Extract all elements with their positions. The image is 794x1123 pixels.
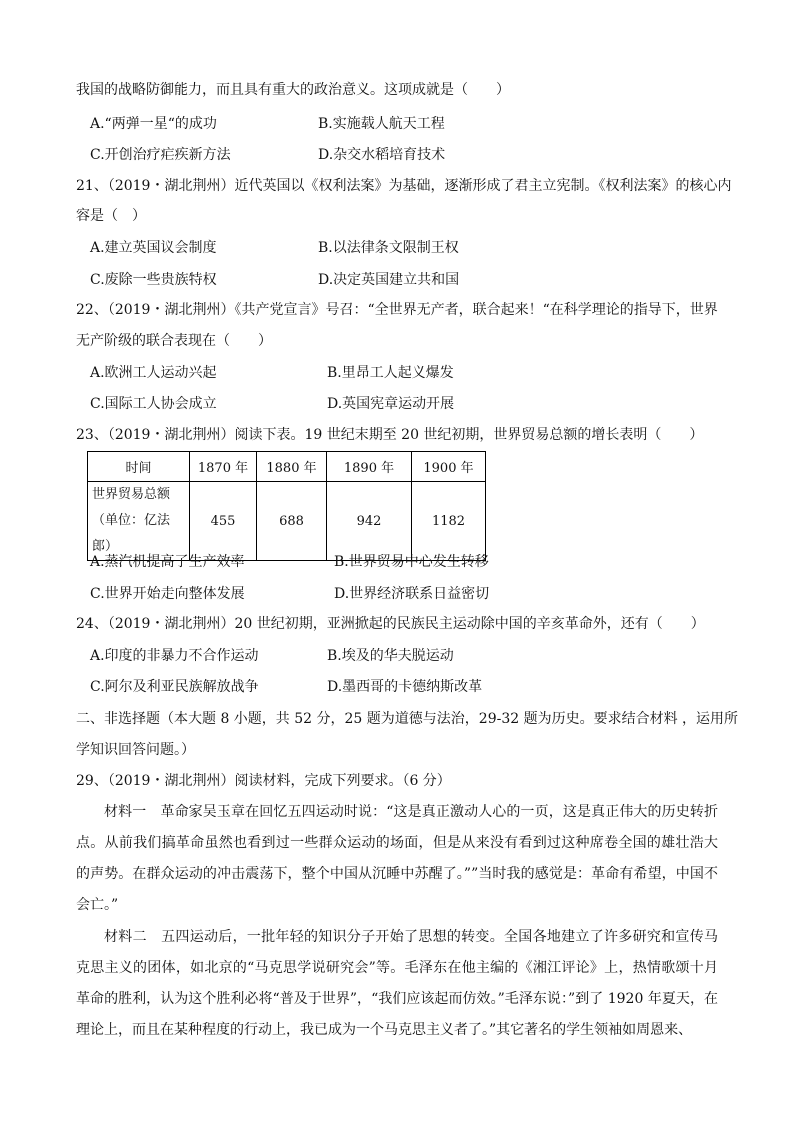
q20-option-c: C.开创治疗疟疾新方法: [90, 147, 231, 163]
q24-stem: 24、（2019・湖北荆州）20 世纪初期，亚洲掀起的民族民主运动除中国的辛亥革命外，还有（ ）: [76, 616, 705, 632]
table-row-label-line2: （单位：亿法郎）: [92, 513, 171, 554]
q21-stem-line1: 21、（2019・湖北荆州）近代英国以《权利法案》为基础，逐渐形成了君主立宪制。《权利法案》的核心内: [76, 178, 732, 194]
q29-material1: 材料一 革命家吴玉章在回忆五四运动时说：“这是真正激动人心的一页，这是真正伟大的历史转折点。从前我们搞革命虽然也看到过一些群众运动的场面，但是从来没有看到过这种席卷全国的雄壮浩大的声势。在群众运动的冲击震荡下，整个中国从沉睡中苏醒了。””当时我的感觉是：革命有希望，中国不会亡。”: [76, 804, 718, 913]
q21-option-c: C.废除一些贵族特权: [90, 272, 217, 288]
q23-option-a: A.蒸汽机提高了生产效率: [90, 554, 245, 570]
q24-option-a: A.印度的非暴力不合作运动: [90, 648, 259, 664]
trade-table: [87, 451, 486, 561]
q21-stem-line2: 容是（ ）: [76, 208, 146, 224]
section2-heading-line1: 二、非选择题（本大题 8 小题，共 52 分，25 题为道德与法治，29-32 题为历史。要求结合材料 ，运用所: [76, 711, 739, 727]
q22-stem-line2: 无产阶级的联合表现在（ ）: [76, 333, 272, 349]
q21-option-b: B.以法律条文限制王权: [318, 240, 459, 256]
table-cell-value: 942: [327, 482, 412, 561]
q29-material2: 材料二 五四运动后，一批年轻的知识分子开始了思想的转变。全国各地建立了许多研究和宣传马克思主义的团体，如北京的“马克思学说研究会”等。毛泽东在他主编的《湘江评论》上，热情歌颂十月革命的胜利，认为这个胜利必将“普及于世界”，“我们应该起而仿效。”毛泽东说：”到了 1920 年夏天，在理论上，而且在某种程度的行动上，我已成为一个马克思主义者了。”其它著名的学生领袖如周恩来、: [76, 929, 718, 1038]
table-row-label: [88, 482, 190, 561]
table-header-row: [88, 452, 486, 482]
q23-option-d: D.世界经济联系日益密切: [334, 586, 490, 602]
q22-option-d: D.英国宪章运动开展: [327, 396, 455, 412]
q24-option-b: B.埃及的华夫脱运动: [327, 648, 454, 664]
q20-option-d: D.杂交水稻培育技术: [318, 147, 446, 163]
table-header-year: 1900 年: [412, 452, 486, 482]
table-header-time: 时间: [88, 452, 190, 482]
q22-option-c: C.国际工人协会成立: [90, 396, 217, 412]
q24-option-c: C.阿尔及利亚民族解放战争: [90, 679, 259, 695]
q20-option-a: A.“两弹一星“的成功: [90, 116, 217, 132]
q24-option-d: D.墨西哥的卡德纳斯改革: [327, 679, 483, 695]
q22-option-a: A.欧洲工人运动兴起: [90, 365, 217, 381]
q22-stem-line1: 22、（2019・湖北荆州）《共产党宣言》号召：“全世界无产者，联合起来！“在科学理论的指导下，世界: [76, 302, 718, 318]
section2-heading-line2: 学知识回答问题。）: [76, 742, 195, 758]
table-cell-value: 1182: [412, 482, 486, 561]
table-cell-value: 455: [190, 482, 257, 561]
table-row: [88, 482, 486, 561]
table-row-label-line1: 世界贸易总额: [92, 487, 171, 502]
q29-stem: 29、（2019・湖北荆州）阅读材料，完成下列要求。（6 分）: [76, 773, 451, 789]
q20-option-b: B.实施载人航天工程: [318, 116, 445, 132]
q22-option-b: B.里昂工人起义爆发: [327, 365, 454, 381]
q23-option-b: B.世界贸易中心发生转移: [334, 554, 489, 570]
intro-line: 我国的战略防御能力，而且具有重大的政治意义。这项成就是（ ）: [76, 82, 510, 98]
table-header-year: 1870 年: [190, 452, 257, 482]
q23-option-c: C.世界开始走向整体发展: [90, 586, 245, 602]
table-header-year: 1880 年: [257, 452, 327, 482]
q23-stem: 23、（2019・湖北荆州）阅读下表。19 世纪末期至 20 世纪初期，世界贸易总额的增长表明（ ）: [76, 427, 704, 443]
q21-option-d: D.决定英国建立共和国: [318, 272, 460, 288]
table-cell-value: 688: [257, 482, 327, 561]
table-header-year: 1890 年: [327, 452, 412, 482]
q21-option-a: A.建立英国议会制度: [90, 240, 217, 256]
